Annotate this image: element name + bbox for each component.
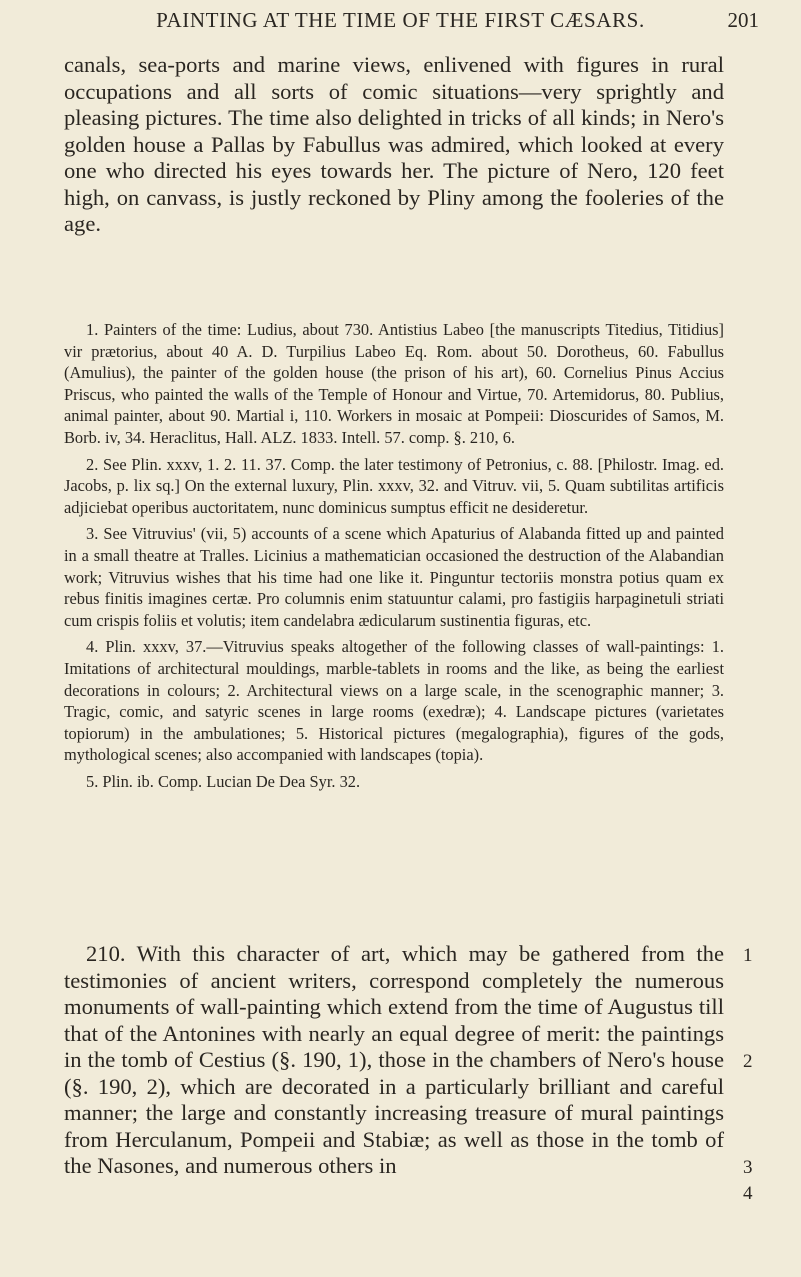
page-header — [0, 8, 801, 38]
footnote-5: 5. Plin. ib. Comp. Lucian De Dea Syr. 32. — [86, 771, 361, 791]
margin-number: 3 — [743, 1157, 753, 1178]
running-head: PAINTING AT THE TIME OF THE FIRST CÆSARS. — [156, 8, 645, 32]
section-210-paragraph: 210. With this character of art, which may be gathered from the testimonies of ancient writers, correspond completely the numerous monuments of wall-painting which extend from the time of Augustus till that of the Antonines with nearly an equal degree of merit: the paintings in the tomb of Cestius (§. 190, 1), those in the chambers of Nero's house (§. 190, 2), which are decorated in a particularly brilliant and careful manner; the large and constantly increasing treasure of mural paintings from Herculanum, Pompeii and Stabiæ; as well as those in the tomb of the Nasones, and numerous others in — [64, 941, 724, 1178]
footnote-1: 1. Painters of the time: Ludius, about 730. Antistius Labeo [the manuscripts Titedius, Titidius] vir prætorius, about 40 A. D. Turpilius Labeo Eq. Rom. about 50. Dorotheus, 60. Fabullus (Amulius), the painter of the golden house (the prison of his art), 60. Cornelius Pinus Accius Priscus, who painted the walls of the Temple of Honour and Virtue, 70. Artemidorus, 80. Publius, animal painter, about 90. Martial i, 110. Workers in mosaic at Pompeii: Dioscurides of Samos, M. Borb. iv, 34. Heraclitus, Hall. ALZ. 1833. Intell. 57. comp. §. 210, 6. — [64, 320, 724, 447]
page-number: 201 — [727, 8, 759, 32]
margin-number: 1 — [743, 945, 753, 966]
footnote-2: 2. See Plin. xxxv, 1. 2. 11. 37. Comp. the later testimony of Petronius, c. 88. [Philostr. Imag. ed. Jacobs, p. lix sq.] On the external luxury, Plin. xxxv, 32. and Vitruv. vii, 5. Quam subtilitas artificis adjiciebat operibus auctoritatem, nunc dominicus sumptus efficit ne desideretur. — [64, 454, 724, 517]
footnotes — [64, 319, 724, 797]
footnote-3: 3. See Vitruvius' (vii, 5) accounts of a scene which Apaturius of Alabanda fitted up and painted in a small theatre at Tralles. Licinius a mathematician occasioned the destruction of the Alabandian work; Vitruvius wishes that his time had one like it. Pinguntur tectoriis monstra potius quam ex rebus finitis imagines certæ. Pro columnis enim statuuntur calami, pro fastigiis harpaginetuli striati cum crispis foliis et volutis; item candelabra ædicularum sustinentia figuras, etc. — [64, 524, 724, 630]
margin-number: 2 — [743, 1051, 753, 1072]
margin-number: 4 — [743, 1183, 753, 1204]
footnote-4: 4. Plin. xxxv, 37.—Vitruvius speaks altogether of the following classes of wall-paintings: 1. Imitations of architectural mouldings, marble-tablets in rooms and the like, as being the earliest decorations in colours; 2. Architectural views on a large scale, in the scenographic manner; 3. Tragic, comic, and satyric scenes in large rooms (exedræ); 4. Landscape pictures (varietates topiorum) in the ambulationes; 5. Historical pictures (megalographia), figures of the gods, mythological scenes; also accompanied with landscapes (topia). — [64, 637, 724, 765]
body-paragraph: canals, sea-ports and marine views, enlivened with figures in rural occupations and all sorts of comic situations—very sprightly and pleasing pictures. The time also delighted in tricks of all kinds; in Nero's golden house a Pallas by Fabullus was admired, which looked at every one who directed his eyes towards her. The picture of Nero, 120 feet high, on canvass, is justly reckoned by Pliny among the fooleries of the age. — [64, 52, 724, 236]
